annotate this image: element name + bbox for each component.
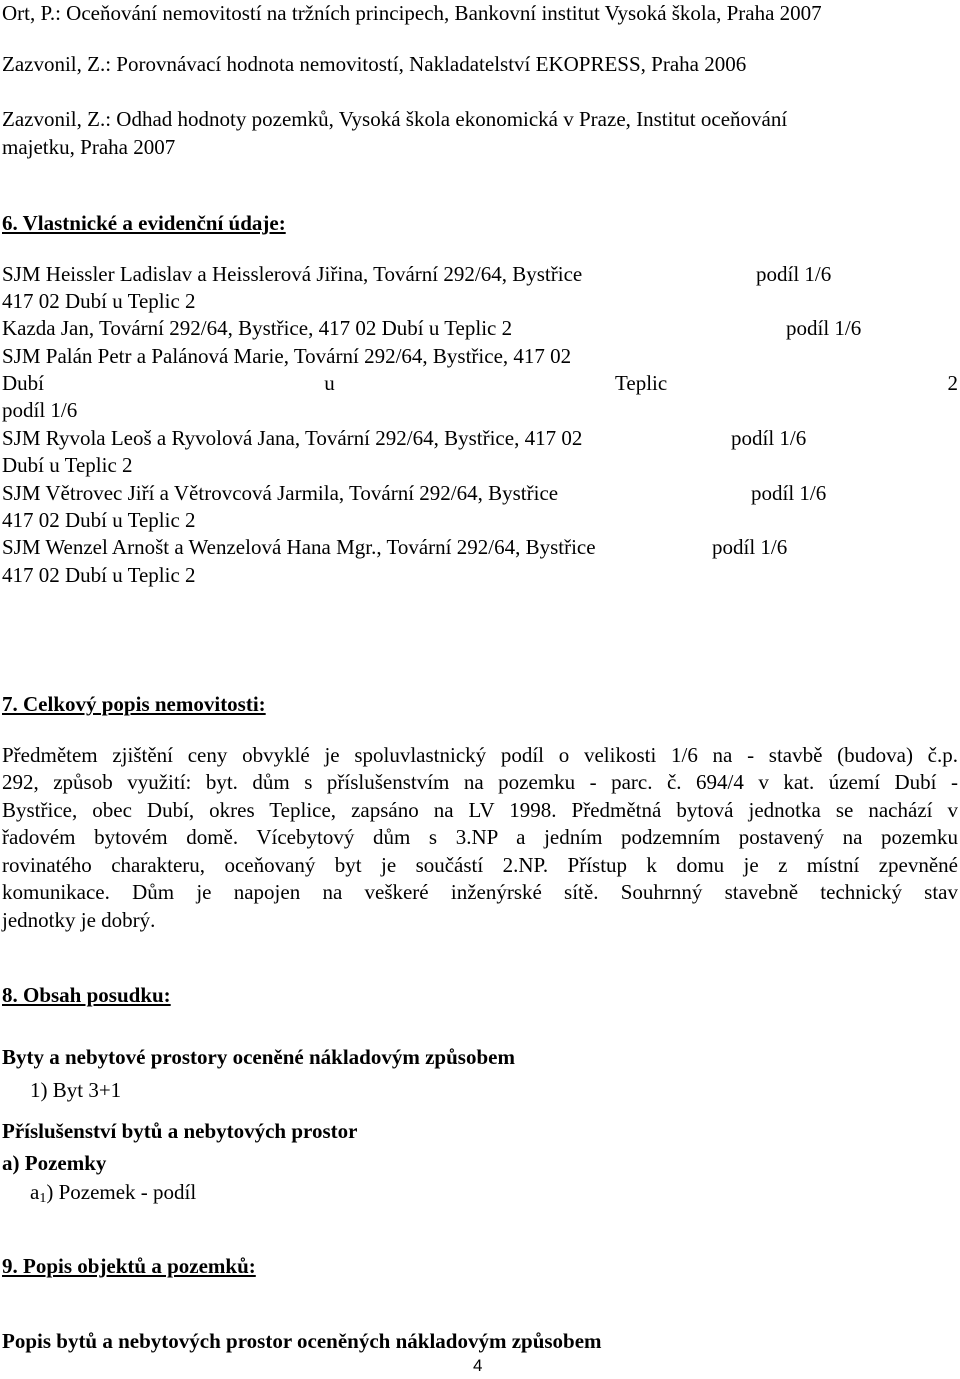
owner-3-word-u: u [324,371,335,395]
description-line-4: řadovém bytovém domě. Vícebytový dům s 3.NP a jedním podzemním postavený na pozemku [2,825,958,849]
item-2-subscript: 1 [39,1191,47,1206]
section-6-heading: 6. Vlastnické a evidenční údaje: [2,211,286,235]
owner-2-share: podíl 1/6 [786,316,862,340]
item-2-letter: a [30,1180,40,1204]
owner-3-word-teplic: Teplic [615,371,668,395]
owner-5-line1: SJM Větrovec Jiří a Větrovcová Jarmila, Tovární 292/64, Bystřice [2,481,559,505]
section-8-heading: 8. Obsah posudku: [2,983,171,1007]
owner-4-line1: SJM Ryvola Leoš a Ryvolová Jana, Tovární 292/64, Bystřice, 417 02 [2,426,583,450]
page-number: 4 [473,1356,483,1375]
section-9-subheading-1: Popis bytů a nebytových prostor oceněných nákladovým způsobem [2,1329,602,1353]
section-9-heading: 9. Popis objektů a pozemků: [2,1254,256,1278]
description-line-2: 292, způsob využití: byt. dům s příslušenstvím na pozemku - parc. č. 694/4 v kat. území Dubí - [2,770,958,794]
owner-1-line1: SJM Heissler Ladislav a Heisslerová Jiřina, Tovární 292/64, Bystřice [2,262,583,286]
description-line-3: Bystřice, obec Dubí, okres Teplice, zapsáno na LV 1998. Předmětná bytová jednotka se nachází v [2,798,958,822]
section-8-item-2 [30,1179,196,1212]
owner-3-line2 [2,370,958,396]
owner-6-line2: 417 02 Dubí u Teplic 2 [2,563,196,587]
description-line-1: Předmětem zjištění ceny obvyklé je spoluvlastnický podíl o velikosti 1/6 na - stavbě (budova) č.p. [2,743,958,767]
owner-4-share: podíl 1/6 [731,426,807,450]
reference-2: Zazvonil, Z.: Porovnávací hodnota nemovitostí, Nakladatelství EKOPRESS, Praha 2006 [2,52,747,76]
section-8-subheading-3: a) Pozemky [2,1151,107,1175]
section-8-item-1: 1) Byt 3+1 [30,1078,122,1102]
description-line-6: komunikace. Dům je napojen na veškeré inženýrské sítě. Souhrnný stavebně technický stav [2,880,958,904]
owner-2-line1: Kazda Jan, Tovární 292/64, Bystřice, 417 02 Dubí u Teplic 2 [2,316,513,340]
owner-1-share: podíl 1/6 [756,262,832,286]
owner-5-line2: 417 02 Dubí u Teplic 2 [2,508,196,532]
description-line-7: jednotky je dobrý. [2,908,156,932]
owner-5-share: podíl 1/6 [751,481,827,505]
reference-3-cont: majetku, Praha 2007 [2,135,176,159]
section-8-subheading-1: Byty a nebytové prostory oceněné nákladovým způsobem [2,1045,515,1069]
owner-3-share: podíl 1/6 [2,398,78,422]
owner-1-line2: 417 02 Dubí u Teplic 2 [2,289,196,313]
section-8-subheading-2: Příslušenství bytů a nebytových prostor [2,1119,358,1143]
owner-3-line1: SJM Palán Petr a Palánová Marie, Tovární 292/64, Bystřice, 417 02 [2,344,572,368]
reference-3: Zazvonil, Z.: Odhad hodnoty pozemků, Vysoká škola ekonomická v Praze, Institut oceňování [2,107,788,131]
reference-1: Ort, P.: Oceňování nemovitostí na tržních principech, Bankovní institut Vysoká škola, Praha 2007 [2,1,822,25]
owner-6-share: podíl 1/6 [712,535,788,559]
owner-4-line2: Dubí u Teplic 2 [2,453,133,477]
item-2-label: ) Pozemek - podíl [46,1180,197,1204]
description-line-5: rovinatého charakteru, oceňovaný byt je součástí 2.NP. Přístup k domu je z místní zpevněné [2,853,958,877]
owner-3-word-dubi: Dubí [2,371,44,395]
section-7-heading: 7. Celkový popis nemovitosti: [2,692,266,716]
owner-6-line1: SJM Wenzel Arnošt a Wenzelová Hana Mgr., Tovární 292/64, Bystřice [2,535,596,559]
owner-3-word-2: 2 [947,371,958,395]
